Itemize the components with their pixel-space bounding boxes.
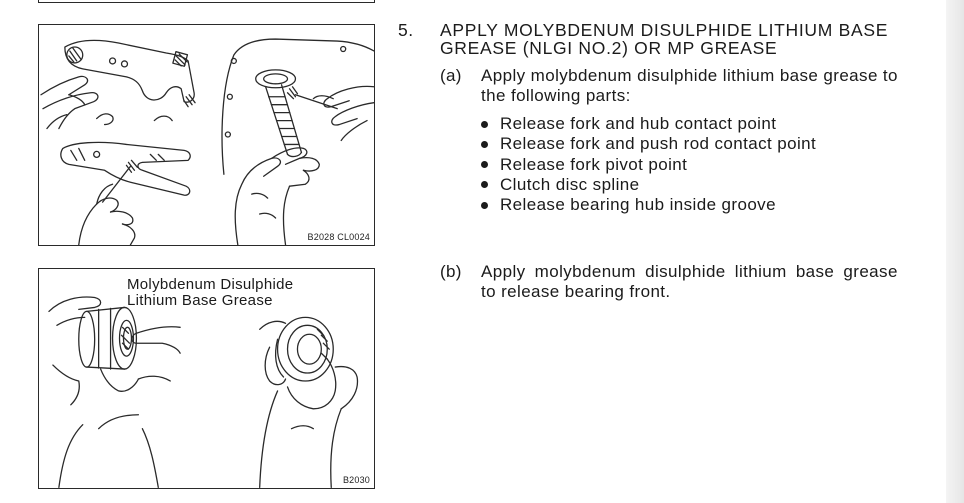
scan-edge	[946, 0, 964, 503]
input-shaft-drawing	[222, 39, 374, 174]
release-bearing-drawing	[79, 307, 137, 369]
figure-caption: B2030	[342, 475, 370, 485]
figure-release-bearing	[38, 268, 375, 489]
list-item-text: Release fork pivot point	[500, 154, 688, 174]
bullet-icon	[481, 121, 488, 128]
step-heading	[440, 21, 888, 57]
grease-callout-line: Molybdenum Disulphide	[127, 276, 294, 293]
bullet-icon	[481, 161, 488, 168]
step-heading-line: APPLY MOLYBDENUM DISULPHIDE LITHIUM BASE	[440, 20, 889, 40]
grease-callout-line: Lithium Base Grease	[127, 292, 273, 309]
bullet-icon	[481, 141, 488, 148]
hand-drawing	[260, 321, 358, 487]
release-fork-drawing	[61, 142, 190, 202]
substep-text	[481, 262, 898, 302]
step-heading-line: GREASE (NLGI NO.2) OR MP GREASE	[440, 38, 778, 58]
substep-line: Apply molybdenum disulphide lithium base grease to	[481, 66, 898, 85]
hand-with-brush-drawing	[288, 86, 374, 140]
hand-drawing	[49, 297, 180, 487]
previous-figure-frame	[38, 0, 375, 3]
hand-drawing	[235, 148, 319, 245]
figure-grease-points	[38, 24, 375, 246]
step-number: 5.	[398, 20, 414, 40]
figure-caption: B2028 CL0024	[307, 232, 370, 242]
substep-marker: (a)	[440, 66, 462, 85]
bullet-icon	[481, 181, 488, 188]
list-item-text: Release fork and hub contact point	[500, 114, 777, 133]
substep-line: Apply molybdenum disulphide lithium base grease	[481, 262, 898, 281]
list-item-text: Release bearing hub inside groove	[500, 195, 776, 215]
release-bearing-drawing	[276, 317, 334, 381]
substep-text	[481, 66, 898, 106]
hand-drawing	[79, 184, 135, 245]
grease-points-illustration	[39, 25, 374, 245]
list-item-text: Release fork and push rod contact point	[500, 134, 817, 154]
substep-marker: (b)	[440, 262, 462, 281]
substep-line: to release bearing front.	[481, 282, 671, 301]
list-item-text: Clutch disc spline	[500, 174, 640, 194]
substep-line: the following parts:	[481, 86, 631, 105]
grease-callout-label	[127, 277, 293, 309]
hand-drawing	[41, 76, 172, 128]
bullet-icon	[481, 202, 488, 209]
release-fork-drawing	[65, 40, 195, 106]
